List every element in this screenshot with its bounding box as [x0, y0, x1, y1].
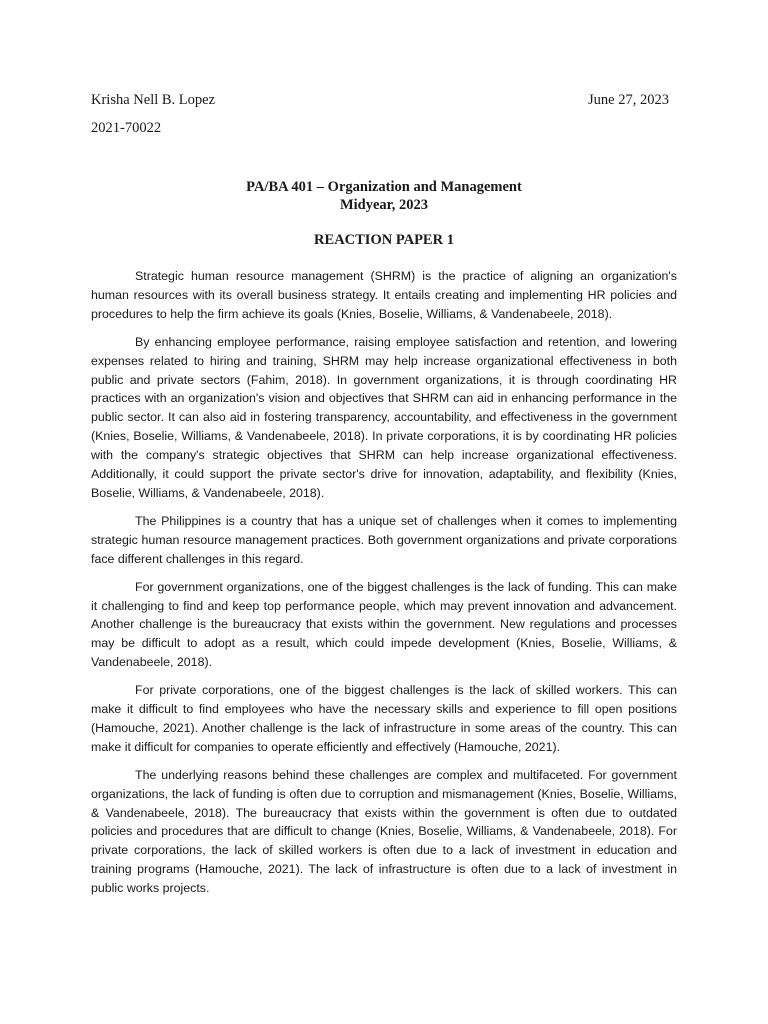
- paper-title: REACTION PAPER 1: [314, 232, 454, 248]
- document-date: June 27, 2023: [588, 92, 669, 108]
- course-heading: [0, 178, 768, 214]
- paragraph: For private corporations, one of the biggest challenges is the lack of skilled workers. This can make it difficult to find employees who have the necessary skills and experience to fill open positions (Hamouche, 2021). Another challenge is the lack of infrastructure in some areas of the country. This can make it difficult for companies to operate efficiently and effectively (Hamouche, 2021).: [91, 683, 677, 754]
- author-name: Krisha Nell B. Lopez: [91, 92, 216, 108]
- paragraph: For government organizations, one of the biggest challenges is the lack of funding. This can make it challenging to find and keep top performance people, which may prevent innovation and advancement. Another challenge is the bureaucracy that exists within the government. New regulations and processes may be difficult to adopt as a result, which could impede development (Knies, Boselie, Williams, & Vandenabeele, 2018).: [91, 579, 677, 670]
- student-id-row: [91, 120, 669, 137]
- course-title: PA/BA 401 – Organization and Management: [246, 179, 522, 195]
- header-row: [91, 92, 669, 109]
- paragraph: By enhancing employee performance, raising employee satisfaction and retention, and lowering expenses related to hiring and training, SHRM may help increase organizational effectiveness in both public and private sectors (Fahim, 2018). In government organizations, it is through coordinating HR practices with an organization's vision and objectives that SHRM can aid in enhancing performance in the public sector. It can also aid in fostering transparency, accountability, and effectiveness in the government (Knies, Boselie, Williams, & Vandenabeele, 2018). In private corporations, it is by coordinating HR policies with the company's strategic objectives that SHRM can help increase organizational effectiveness. Additionally, it could support the private sector's drive for innovation, adaptability, and flexibility (Knies, Boselie, Williams, & Vandenabeele, 2018).: [91, 334, 677, 500]
- paragraph: The underlying reasons behind these challenges are complex and multifaceted. For government organizations, the lack of funding is often due to corruption and mismanagement (Knies, Boselie, Williams, & Vandenabeele, 2018). The bureaucracy that exists within the government is often due to outdated policies and procedures that are difficult to change (Knies, Boselie, Williams, & Vandenabeele, 2018). For private corporations, the lack of skilled workers is often due to a lack of investment in education and training programs (Hamouche, 2021). The lack of infrastructure is often due to a lack of investment in public works projects.: [91, 767, 677, 896]
- paragraph: Strategic human resource management (SHRM) is the practice of aligning an organization's human resources with its overall business strategy. It entails creating and implementing HR policies and procedures to help the firm achieve its goals (Knies, Boselie, Williams, & Vandenabeele, 2018).: [91, 269, 677, 321]
- paragraph: The Philippines is a country that has a unique set of challenges when it comes to implementing strategic human resource management practices. Both government organizations and private corporations face different challenges in this regard.: [91, 513, 677, 566]
- student-id: 2021-70022: [91, 120, 162, 136]
- body-text: [91, 267, 677, 907]
- course-term: Midyear, 2023: [339, 197, 429, 213]
